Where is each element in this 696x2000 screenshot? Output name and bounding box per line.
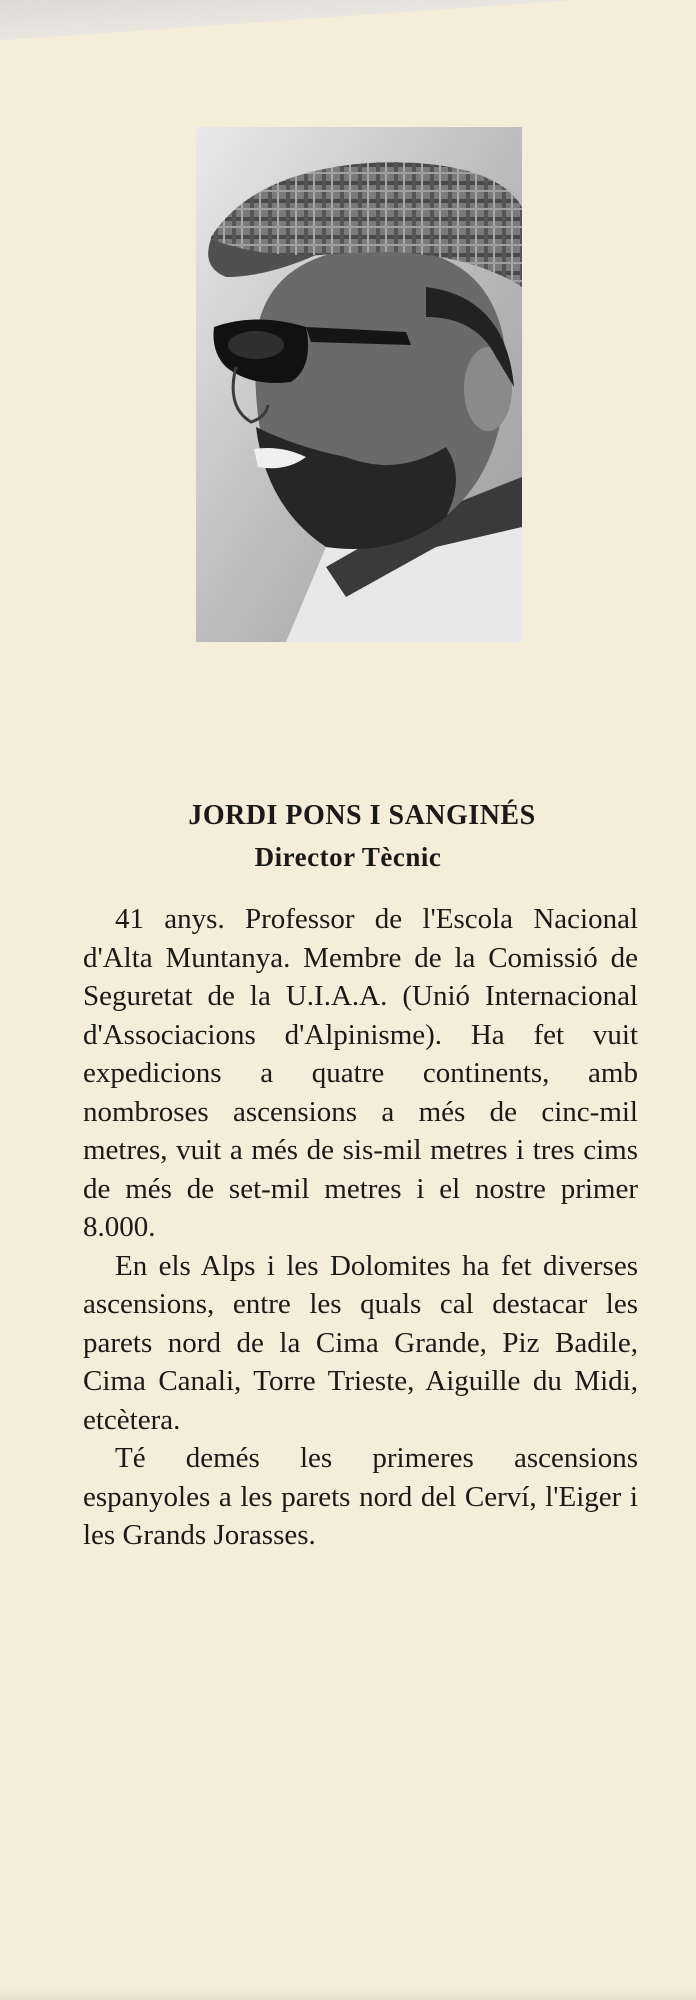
person-role: Director Tècnic (254, 842, 442, 872)
bio-text (83, 900, 638, 1555)
page-edge-bottom (0, 1986, 696, 2000)
person-name: JORDI PONS I SANGINÉS (188, 800, 536, 831)
bio-paragraph-3: Té demés les primeres ascensions espanyoles a les parets nord del Cerví, l'Eiger i les Grands Jorasses. (83, 1442, 638, 1551)
bio-paragraph-2: En els Alps i les Dolomites ha fet diverses ascensions, entre les quals cal destacar les parets nord de la Cima Grande, Piz Badile, Cima Canali, Torre Trieste, Aiguille du Midi, etcètera. (83, 1249, 638, 1436)
portrait-illustration (196, 127, 522, 642)
portrait-photo (196, 127, 522, 642)
page-edge-top (0, 0, 696, 40)
bio-paragraph-1: 41 anys. Professor de l'Escola Nacional d'Alta Muntanya. Membre de la Comissió de Seguretat de la U.I.A.A. (Unió Internacional d'Associacions d'Alpinisme). Ha fet vuit expedicions a quatre continents, amb nombroses ascensions a més de cinc-mil metres, vuit a més de sis-mil metres i tres cims de més de set-mil metres i el nostre primer 8.000. (83, 903, 638, 1243)
